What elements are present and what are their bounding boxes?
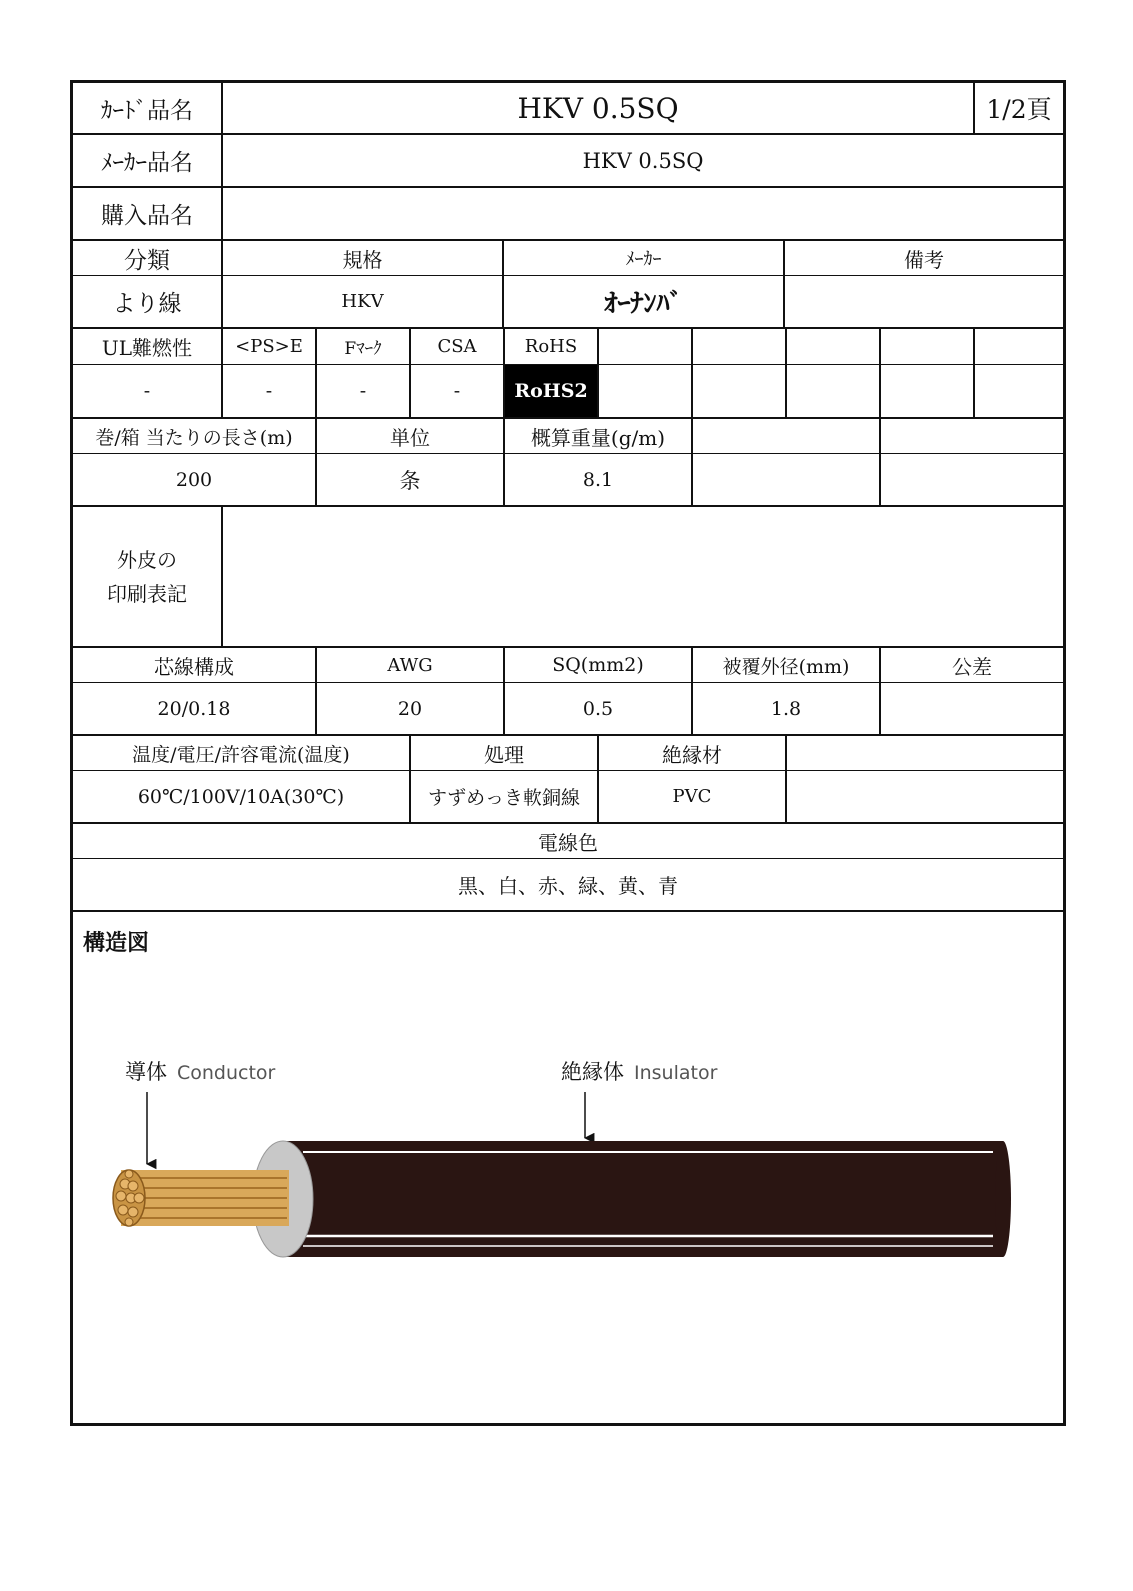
insulation-header: 絶縁材 xyxy=(599,736,787,771)
tolerance-value xyxy=(881,683,1063,736)
print-marking-label-line2: 印刷表記 xyxy=(107,581,187,606)
temp-value-empty xyxy=(787,771,1063,824)
cert-header-pse: <PS>E xyxy=(223,329,317,365)
cert-value-csa: - xyxy=(411,365,505,419)
outer-diameter-value: 1.8 xyxy=(693,683,881,736)
cert-header-empty-1 xyxy=(599,329,693,365)
page-number: 1/2頁 xyxy=(975,83,1063,135)
conductor-label-jp: 導体 xyxy=(125,1060,167,1084)
cert-header-empty-2 xyxy=(693,329,787,365)
print-marking-value xyxy=(223,507,1063,648)
length-header-empty-2 xyxy=(881,419,1063,454)
print-marking-label-line1: 外皮の xyxy=(117,547,177,572)
insulation-value: PVC xyxy=(599,771,787,824)
rating-header: 温度/電圧/許容電流(温度) xyxy=(73,736,411,771)
conductor-label-en: Conductor xyxy=(177,1062,276,1084)
weight-value: 8.1 xyxy=(505,454,693,507)
treatment-header: 処理 xyxy=(411,736,599,771)
structure-diagram-title: 構造図 xyxy=(83,931,150,956)
maker-name-label: ﾒｰｶｰ品名 xyxy=(73,135,223,188)
rohs2-badge: RoHS2 xyxy=(505,365,599,419)
temp-header-empty xyxy=(787,736,1063,771)
cert-header-empty-3 xyxy=(787,329,881,365)
unit-header: 単位 xyxy=(317,419,505,454)
cert-header-csa: CSA xyxy=(411,329,505,365)
cable-illustration xyxy=(73,916,1063,1423)
insulator-body xyxy=(283,1141,1011,1257)
spec-sheet xyxy=(70,80,1066,1426)
length-header-empty-1 xyxy=(693,419,881,454)
insulator-label-jp: 絶縁体 xyxy=(561,1060,624,1084)
cert-header-empty-5 xyxy=(975,329,1063,365)
cert-value-empty-2 xyxy=(693,365,787,419)
card-name-label: ｶｰﾄﾞ品名 xyxy=(73,83,223,135)
cert-header-ul: UL難燃性 xyxy=(73,329,223,365)
cert-value-empty-1 xyxy=(599,365,693,419)
cert-header-fmark: Fﾏｰｸ xyxy=(317,329,411,365)
insulator-label-en: Insulator xyxy=(634,1062,718,1084)
cert-value-empty-3 xyxy=(787,365,881,419)
core-value: 20/0.18 xyxy=(73,683,317,736)
core-header: 芯線構成 xyxy=(73,648,317,683)
wire-color-header: 電線色 xyxy=(73,824,1063,859)
card-name: HKV 0.5SQ xyxy=(223,83,975,135)
length-value: 200 xyxy=(73,454,317,507)
cert-header-rohs: RoHS xyxy=(505,329,599,365)
cert-value-empty-5 xyxy=(975,365,1063,419)
sq-header: SQ(mm2) xyxy=(505,648,693,683)
treatment-value: すずめっき軟銅線 xyxy=(411,771,599,824)
classification-value: より線 xyxy=(73,276,223,329)
weight-header: 概算重量(g/m) xyxy=(505,419,693,454)
remarks-value xyxy=(785,276,1063,329)
conductor-strands xyxy=(113,1170,289,1226)
rating-value: 60℃/100V/10A(30℃) xyxy=(73,771,411,824)
maker-header: ﾒｰｶｰ xyxy=(504,241,785,276)
sq-value: 0.5 xyxy=(505,683,693,736)
remarks-header: 備考 xyxy=(785,241,1063,276)
standard-value: HKV xyxy=(223,276,504,329)
standard-header: 規格 xyxy=(223,241,504,276)
tolerance-header: 公差 xyxy=(881,648,1063,683)
outer-diameter-header: 被覆外径(mm) xyxy=(693,648,881,683)
cert-value-fmark: - xyxy=(317,365,411,419)
wire-color-value: 黒、白、赤、緑、黄、青 xyxy=(73,859,1063,912)
awg-header: AWG xyxy=(317,648,505,683)
cert-value-ul: - xyxy=(73,365,223,419)
structure-diagram xyxy=(73,916,1063,1423)
purchase-name-label: 購入品名 xyxy=(73,188,223,241)
length-header: 巻/箱 当たりの長さ(m) xyxy=(73,419,317,454)
length-value-empty-2 xyxy=(881,454,1063,507)
classification-header: 分類 xyxy=(73,241,223,276)
cert-value-empty-4 xyxy=(881,365,975,419)
print-marking-label xyxy=(73,507,223,648)
length-value-empty-1 xyxy=(693,454,881,507)
awg-value: 20 xyxy=(317,683,505,736)
purchase-name xyxy=(223,188,1063,241)
cert-header-empty-4 xyxy=(881,329,975,365)
maker-value: ｵｰﾅﾝﾊﾞ xyxy=(504,276,785,329)
cert-value-pse: - xyxy=(223,365,317,419)
unit-value: 条 xyxy=(317,454,505,507)
maker-name: HKV 0.5SQ xyxy=(223,135,1063,188)
